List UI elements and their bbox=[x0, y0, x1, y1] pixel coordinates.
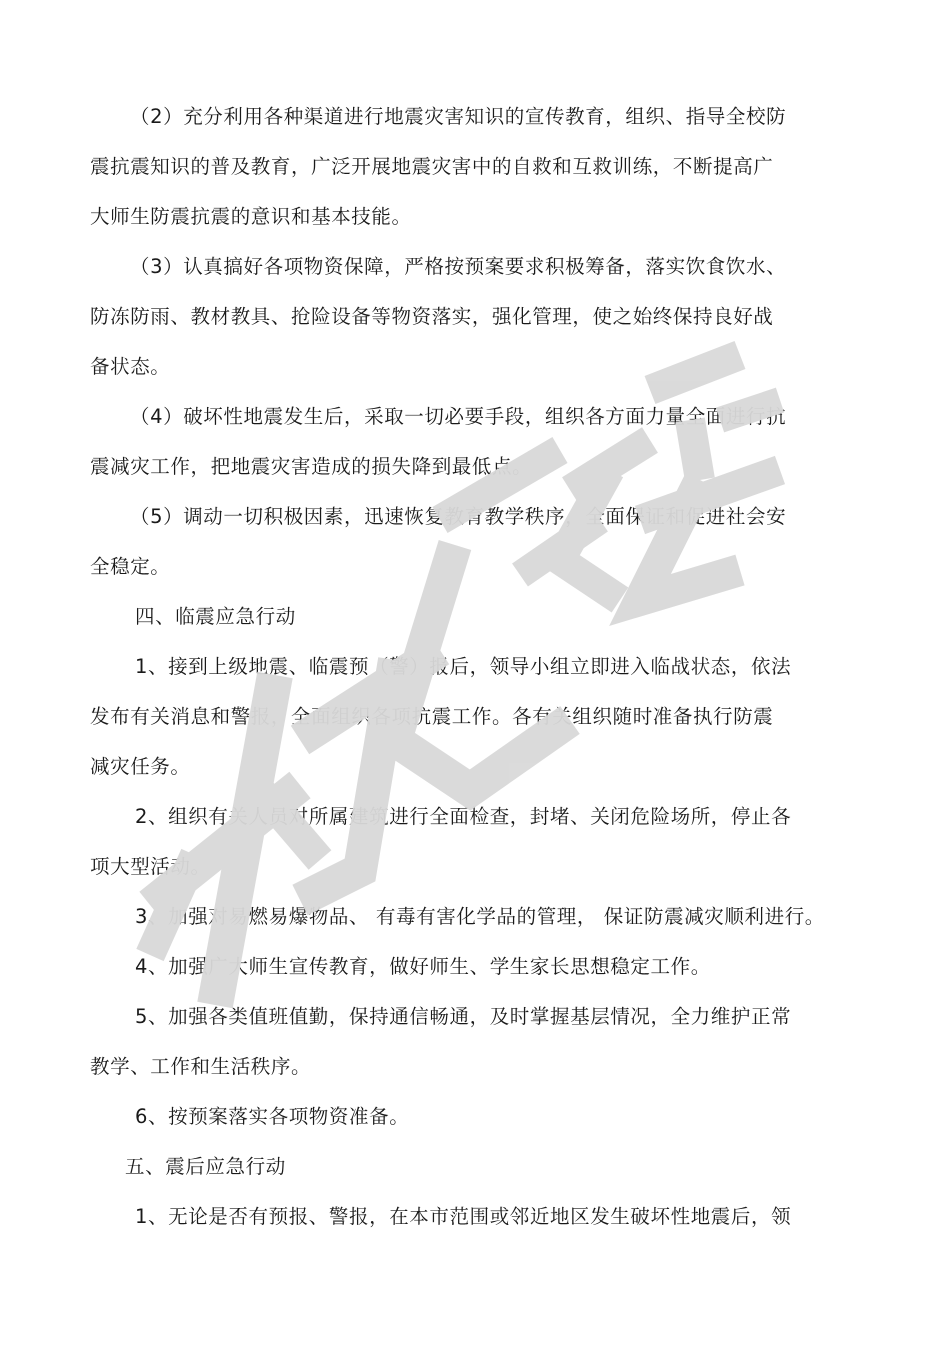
text-line: （4）破坏性地震发生后，采取一切必要手段，组织各方面力量全面进行抗 bbox=[130, 405, 787, 428]
text-line: 1、无论是否有预报、警报，在本市范围或邻近地区发生破坏性地震后，领 bbox=[135, 1205, 792, 1228]
text-line: 减灾任务。 bbox=[90, 755, 191, 778]
text-line: 4、加强广大师生宣传教育，做好师生、学生家长思想稳定工作。 bbox=[135, 955, 711, 978]
section-heading: 四、临震应急行动 bbox=[135, 605, 296, 628]
text-line: 6、按预案落实各项物资准备。 bbox=[135, 1105, 410, 1128]
text-line: 教学、工作和生活秩序。 bbox=[90, 1055, 312, 1078]
text-line: 项大型活动。 bbox=[90, 855, 211, 878]
text-line: 1、接到上级地震、临震预（警）报后，领导小组立即进入临战状态，依法 bbox=[135, 655, 792, 678]
section-heading: 五、震后应急行动 bbox=[125, 1155, 286, 1178]
text-line: 2、组织有关人员对所属建筑进行全面检查，封堵、关闭危险场所，停止各 bbox=[135, 805, 792, 828]
text-line: 防冻防雨、教材教具、抢险设备等物资落实，强化管理，使之始终保持良好战 bbox=[90, 305, 774, 328]
text-line: 全稳定。 bbox=[90, 555, 171, 578]
text-line: （5）调动一切积极因素，迅速恢复教育教学秩序，全面保证和促进社会安 bbox=[130, 505, 787, 528]
text-line: 3、加强对易燃易爆物品、 有毒有害化学品的管理， 保证防震减灾顺利进行。 bbox=[135, 905, 825, 928]
text-line: 震减灾工作，把地震灾害造成的损失降到最低点。 bbox=[90, 455, 533, 478]
text-line: 大师生防震抗震的意识和基本技能。 bbox=[90, 205, 412, 228]
text-line: （3）认真搞好各项物资保障，严格按预案要求积极筹备，落实饮食饮水、 bbox=[130, 255, 787, 278]
text-line: 备状态。 bbox=[90, 355, 171, 378]
text-line: 发布有关消息和警报，全面组织各项抗震工作。各有关组织随时准备执行防震 bbox=[90, 705, 774, 728]
text-line: 震抗震知识的普及教育，广泛开展地震灾害中的自救和互救训练，不断提高广 bbox=[90, 155, 774, 178]
text-line: （2）充分利用各种渠道进行地震灾害知识的宣传教育，组织、指导全校防 bbox=[130, 105, 787, 128]
text-line: 5、加强各类值班值勤，保持通信畅通，及时掌握基层情况，全力维护正常 bbox=[135, 1005, 792, 1028]
